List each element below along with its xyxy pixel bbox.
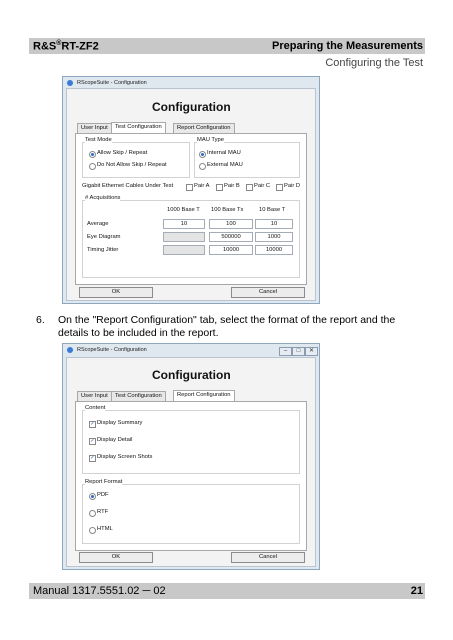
mau-type-group — [194, 137, 300, 178]
tab-report-configuration[interactable]: Report Configuration — [173, 123, 235, 134]
cancel-button[interactable]: Cancel — [231, 287, 305, 298]
row-average-label: Average — [87, 221, 109, 227]
pair-a-label: Pair A — [194, 183, 210, 189]
external-mau-label: External MAU — [207, 162, 243, 168]
jitter-1000-input — [163, 245, 205, 255]
allow-skip-label: Allow Skip / Repeat — [97, 150, 148, 156]
manual-number: Manual 1317.5551.02 ─ 02 — [33, 585, 166, 597]
row-eye-diagram-label: Eye Diagram — [87, 234, 121, 240]
display-summary-label: Display Summary — [97, 420, 143, 426]
no-skip-label: Do Not Allow Skip / Repeat — [97, 162, 167, 168]
mau-type-label: MAU Type — [197, 137, 224, 143]
average-1000-input[interactable]: 10 — [163, 219, 205, 229]
col-10-base-t: 10 Base T — [259, 207, 286, 213]
tab-user-input[interactable]: User Input — [77, 123, 112, 134]
html-label: HTML — [97, 526, 113, 532]
cancel-button[interactable]: Cancel — [231, 552, 305, 563]
col-1000-base-t: 1000 Base T — [167, 207, 200, 213]
rtf-label: RTF — [97, 509, 109, 515]
window-title: RScopeSuite - Configuration — [77, 347, 147, 353]
internal-mau-radio[interactable] — [199, 151, 206, 158]
eye-10-input[interactable]: 1000 — [255, 232, 293, 242]
eye-1000-input — [163, 232, 205, 242]
average-10-input[interactable]: 10 — [255, 219, 293, 229]
config-window-report — [62, 343, 320, 570]
tab-user-input[interactable]: User Input — [77, 391, 112, 402]
ok-button[interactable]: OK — [79, 552, 153, 563]
step-text: On the "Report Configuration" tab, select the format of the report and the details to be included in the report. — [58, 314, 396, 339]
col-100-base-tx: 100 Base Tx — [211, 207, 244, 213]
row-timing-jitter-label: Timing Jitter — [87, 247, 119, 253]
product-name: R&S®RT-ZF2 — [33, 40, 99, 53]
no-skip-radio[interactable] — [89, 163, 96, 170]
pair-b-checkbox[interactable] — [216, 184, 223, 191]
app-icon — [67, 347, 73, 353]
display-screenshots-label: Display Screen Shots — [97, 454, 153, 460]
eye-100-input[interactable]: 500000 — [209, 232, 253, 242]
pair-b-label: Pair B — [224, 183, 240, 189]
tab-test-configuration[interactable]: Test Configuration — [111, 122, 166, 134]
window-body — [66, 357, 316, 567]
display-screenshots-checkbox[interactable]: ✓ — [90, 455, 95, 461]
test-mode-group — [82, 137, 190, 178]
section-title: Configuring the Test — [325, 57, 423, 69]
cables-label: Gigabit Ethernet Cables Under Test — [82, 183, 174, 189]
step-number: 6. — [36, 314, 45, 326]
pdf-label: PDF — [97, 492, 109, 498]
window-title: RScopeSuite - Configuration — [77, 80, 147, 86]
pdf-radio[interactable] — [89, 493, 96, 500]
content-group — [82, 405, 300, 474]
page-number: 21 — [410, 585, 423, 597]
pair-c-checkbox[interactable] — [246, 184, 253, 191]
allow-skip-radio[interactable] — [89, 151, 96, 158]
jitter-100-input[interactable]: 10000 — [209, 245, 253, 255]
jitter-10-input[interactable]: 10000 — [255, 245, 293, 255]
minimize-icon[interactable]: – — [279, 347, 292, 356]
rtf-radio[interactable] — [89, 510, 96, 517]
display-detail-checkbox[interactable]: ✓ — [90, 438, 95, 444]
page-title: Configuration — [152, 100, 231, 114]
pair-d-label: Pair D — [284, 183, 301, 189]
acquisitions-group — [82, 195, 300, 278]
external-mau-radio[interactable] — [199, 163, 206, 170]
test-mode-label: Test Mode — [85, 137, 112, 143]
pair-a-checkbox[interactable] — [186, 184, 193, 191]
content-label: Content — [85, 405, 106, 411]
report-format-label: Report Format — [85, 479, 123, 485]
tab-panel — [75, 401, 307, 551]
tab-test-configuration[interactable]: Test Configuration — [111, 391, 166, 402]
html-radio[interactable] — [89, 527, 96, 534]
acquisitions-label: # Acquisitions — [85, 195, 121, 201]
maximize-icon[interactable]: □ — [292, 347, 305, 356]
chapter-title: Preparing the Measurements — [272, 40, 423, 52]
window-body — [66, 88, 316, 301]
tab-panel — [75, 133, 307, 285]
app-icon — [67, 80, 73, 86]
tab-report-configuration[interactable]: Report Configuration — [173, 390, 235, 402]
pair-c-label: Pair C — [254, 183, 271, 189]
report-format-group — [82, 479, 300, 544]
config-window-test — [62, 76, 320, 304]
close-icon[interactable]: ✕ — [305, 347, 318, 356]
page-title: Configuration — [152, 368, 231, 382]
pair-d-checkbox[interactable] — [276, 184, 283, 191]
internal-mau-label: Internal MAU — [207, 150, 241, 156]
average-100-input[interactable]: 100 — [209, 219, 253, 229]
display-summary-checkbox[interactable]: ✓ — [90, 421, 95, 427]
ok-button[interactable]: OK — [79, 287, 153, 298]
display-detail-label: Display Detail — [97, 437, 133, 443]
